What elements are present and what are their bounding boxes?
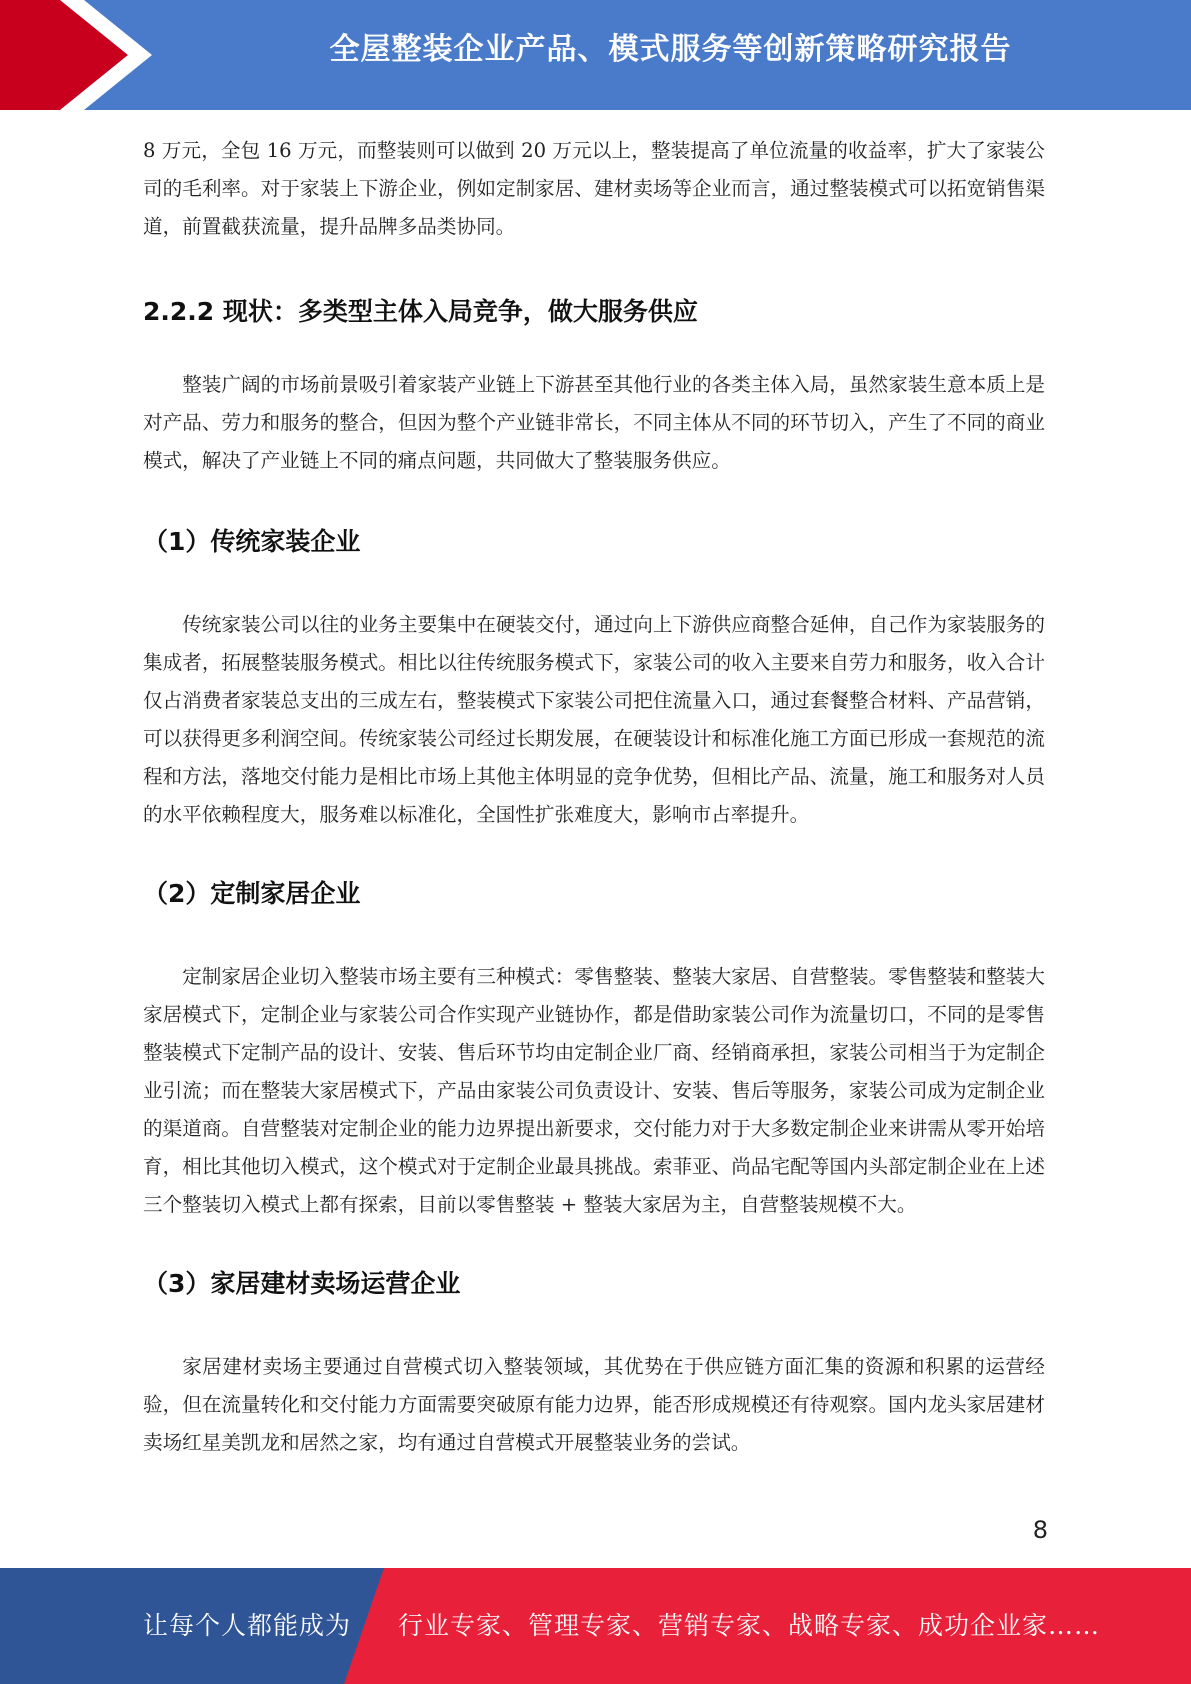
intro-paragraph: 8 万元，全包 16 万元，而整装则可以做到 20 万元以上，整装提高了单位流量的收益率，扩大了家装公司的毛利率。对于家装上下游企业，例如定制家居、建材卖场等企业而言，通过整装模式可以拓宽销售渠道，前置截获流量，提升品牌多品类协同。 — [143, 139, 1045, 238]
footer-slogan-right: 行业专家、管理专家、营销专家、战略专家、成功企业家…… — [398, 1611, 1101, 1640]
document-body — [143, 132, 1045, 1462]
header-chevron-decoration — [0, 0, 160, 110]
section-paragraph: 整装广阔的市场前景吸引着家装产业链上下游甚至其他行业的各类主体入局，虽然家装生意本质上是对产品、劳力和服务的整合，但因为整个产业链非常长，不同主体从不同的环节切入，产生了不同的商业模式，解决了产业链上不同的痛点问题，共同做大了整装服务供应。 — [143, 373, 1045, 472]
report-title: 全屋整装企业产品、模式服务等创新策略研究报告 — [329, 32, 1012, 67]
section-heading-2-2-2: 2.2.2 现状：多类型主体入局竞争，做大服务供应 — [143, 297, 698, 326]
subsection-paragraph-traditional-decoration: 传统家装公司以往的业务主要集中在硬装交付，通过向上下游供应商整合延伸，自己作为家装服务的集成者，拓展整装服务模式。相比以往传统服务模式下，家装公司的收入主要来自劳力和服务，收入合计仅占消费者家装总支出的三成左右，整装模式下家装公司把住流量入口，通过套餐整合材料、产品营销，可以获得更多利润空间。传统家装公司经过长期发展，在硬装设计和标准化施工方面已形成一套规范的流程和方法，落地交付能力是相比市场上其他主体明显的竞争优势，但相比产品、流量，施工和服务对人员的水平依赖程度大，服务难以标准化，全国性扩张难度大，影响市占率提升。 — [143, 613, 1045, 826]
page-number: 8 — [1032, 1516, 1048, 1544]
page-header — [0, 0, 1191, 110]
subsection-paragraph-custom-furniture: 定制家居企业切入整装市场主要有三种模式：零售整装、整装大家居、自营整装。零售整装和整装大家居模式下，定制企业与家装公司合作实现产业链协作，都是借助家装公司作为流量切口，不同的是零售整装模式下定制产品的设计、安装、售后环节均由定制企业厂商、经销商承担，家装公司相当于为定制企业引流；而在整装大家居模式下，产品由家装公司负责设计、安装、售后等服务，家装公司成为定制企业的渠道商。自营整装对定制企业的能力边界提出新要求，交付能力对于大多数定制企业来讲需从零开始培育，相比其他切入模式，这个模式对于定制企业最具挑战。索菲亚、尚品宅配等国内头部定制企业在上述三个整装切入模式上都有探索，目前以零售整装 + 整装大家居为主，自营整装规模不大。 — [143, 965, 1045, 1216]
subsection-paragraph-building-materials-mall: 家居建材卖场主要通过自营模式切入整装领域，其优势在于供应链方面汇集的资源和积累的运营经验，但在流量转化和交付能力方面需要突破原有能力边界，能否形成规模还有待观察。国内龙头家居建材卖场红星美凯龙和居然之家，均有通过自营模式开展整装业务的尝试。 — [143, 1355, 1045, 1454]
subsection-heading-building-materials-mall: （3）家居建材卖场运营企业 — [143, 1269, 461, 1298]
page-footer — [0, 1568, 1191, 1684]
subsection-heading-traditional-decoration: （1）传统家装企业 — [143, 527, 361, 556]
footer-slogan-left: 让每个人都能成为 — [143, 1611, 352, 1640]
subsection-heading-custom-furniture: （2）定制家居企业 — [143, 879, 361, 908]
